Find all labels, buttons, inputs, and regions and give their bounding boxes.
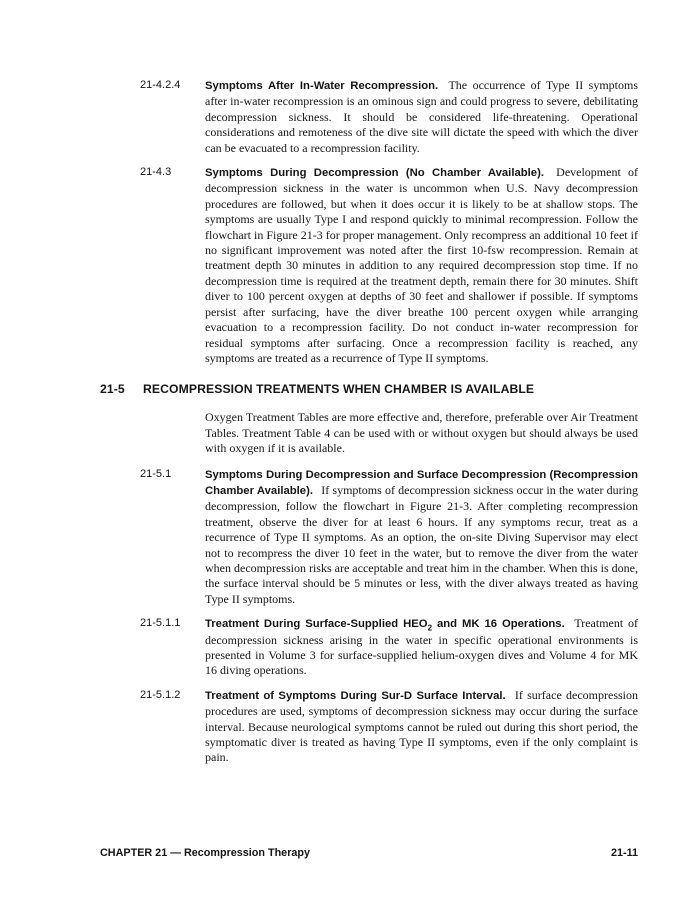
chapter-section-heading [100, 382, 638, 396]
section-number: 21-4.2.4 [140, 79, 181, 91]
page-footer [100, 847, 638, 859]
section-21-5-1-1 [100, 616, 638, 679]
section-title: Symptoms During Decompression (No Chamber Available). [205, 167, 544, 180]
section-paragraph [205, 165, 638, 366]
section-title: Symptoms During Decompression and Surface Decompression (Recompression Chamber Available). [205, 468, 638, 497]
section-title: Symptoms After In-Water Recompression. [205, 80, 439, 92]
section-21-5-1-2 [100, 688, 638, 766]
section-21-4-2-4 [100, 78, 638, 156]
section-body-text: If symptoms of decompression sickness occur in the water during decompression, follow the flowchart in Figure 21-3. After completing recompression treatment, observe the diver for at least 6 hours. If any symptoms recur, treat as a recurrence of Type II symptoms. As an option, the on-site Diving Supervisor may elect not to recompress the diver 10 feet in the water, but to remove the diver from the water when decompression risks are acceptable and treat him in the chamber. When this is done, the surface interval should be 5 minutes or less, with the diver always treated as having Type II symptoms. [205, 482, 638, 606]
footer-page-number: 21-11 [610, 847, 638, 859]
section-number: 21-5.1.1 [140, 617, 181, 630]
section-number: 21-4.3 [140, 166, 172, 179]
section-title [205, 618, 565, 633]
section-body-text: Development of decompression sickness in the water is uncommon when U.S. Navy decompression procedures are followed, but when it does occur it is likely to be at shallow stops. The symptoms are usually Type I and respond quickly to minimal recompression. Follow the flowchart in Figure 21-3 for proper management. Only recompress an additional 10 feet if no significant improvement was noted after the first 10-fsw recompression. Remain at treatment depth 30 minutes in addition to any required decompression stop time. If no decompression time is required at the treatment depth, remain there for 30 minutes. Shift diver to 100 percent oxygen at depths of 30 feet and shallower if possible. If symptoms persist after surfacing, have the diver breathe 100 percent oxygen while arranging evacuation to a recompression facility. Do not conduct in-water recompression for residual symptoms after surfacing. Once a recompression facility is reached, any symptoms are treated as a recurrence of Type II symptoms. [205, 165, 638, 365]
section-body-text: The occurrence of Type II symptoms after in-water recompression is an ominous sign and could progress to severe, debilitating decompression sickness. It should be considered life-threatening. Operational considerations and remoteness of the dive site will dictate the speed with which the diver can be evacuated to a recompression facility. [205, 78, 638, 155]
section-paragraph [205, 688, 638, 766]
intro-paragraph: Oxygen Treatment Tables are more effective and, therefore, preferable over Air Treatment Tables. Treatment Table 4 can be used with or without oxygen but should always be used with oxygen if it is available. [205, 410, 638, 456]
section-body-text: Treatment of decompression sickness arising in the water in specific operational environments is presented in Volume 3 for surface-supplied helium-oxygen dives and Volume 4 for MK 16 diving operations. [205, 616, 638, 678]
section-body-text: If surface decompression procedures are used, symptoms of decompression sickness may occur during the surface interval. Because neurological symptoms cannot be ruled out during this short period, the symptomatic diver is treated as having Type II symptoms, even if the only complaint is pain. [205, 687, 638, 765]
section-21-5-1 [100, 467, 638, 608]
footer-chapter-title: CHAPTER 21 — Recompression Therapy [100, 847, 310, 859]
section-title-text: and MK 16 Operations. [432, 618, 565, 631]
section-21-4-3 [100, 165, 638, 366]
section-number: 21-5.1.2 [140, 688, 181, 701]
chapter-heading-title: RECOMPRESSION TREATMENTS WHEN CHAMBER IS AVAILABLE [143, 382, 535, 397]
subscript-2: 2 [427, 623, 433, 633]
section-title: Treatment of Symptoms During Sur-D Surface Interval. [205, 689, 506, 702]
section-title-text: Treatment During Surface-Supplied HEO [205, 618, 428, 631]
section-paragraph [205, 616, 638, 679]
chapter-heading-number: 21-5 [100, 382, 125, 397]
section-number: 21-5.1 [140, 467, 172, 480]
section-paragraph [205, 467, 638, 608]
section-paragraph [205, 78, 638, 156]
